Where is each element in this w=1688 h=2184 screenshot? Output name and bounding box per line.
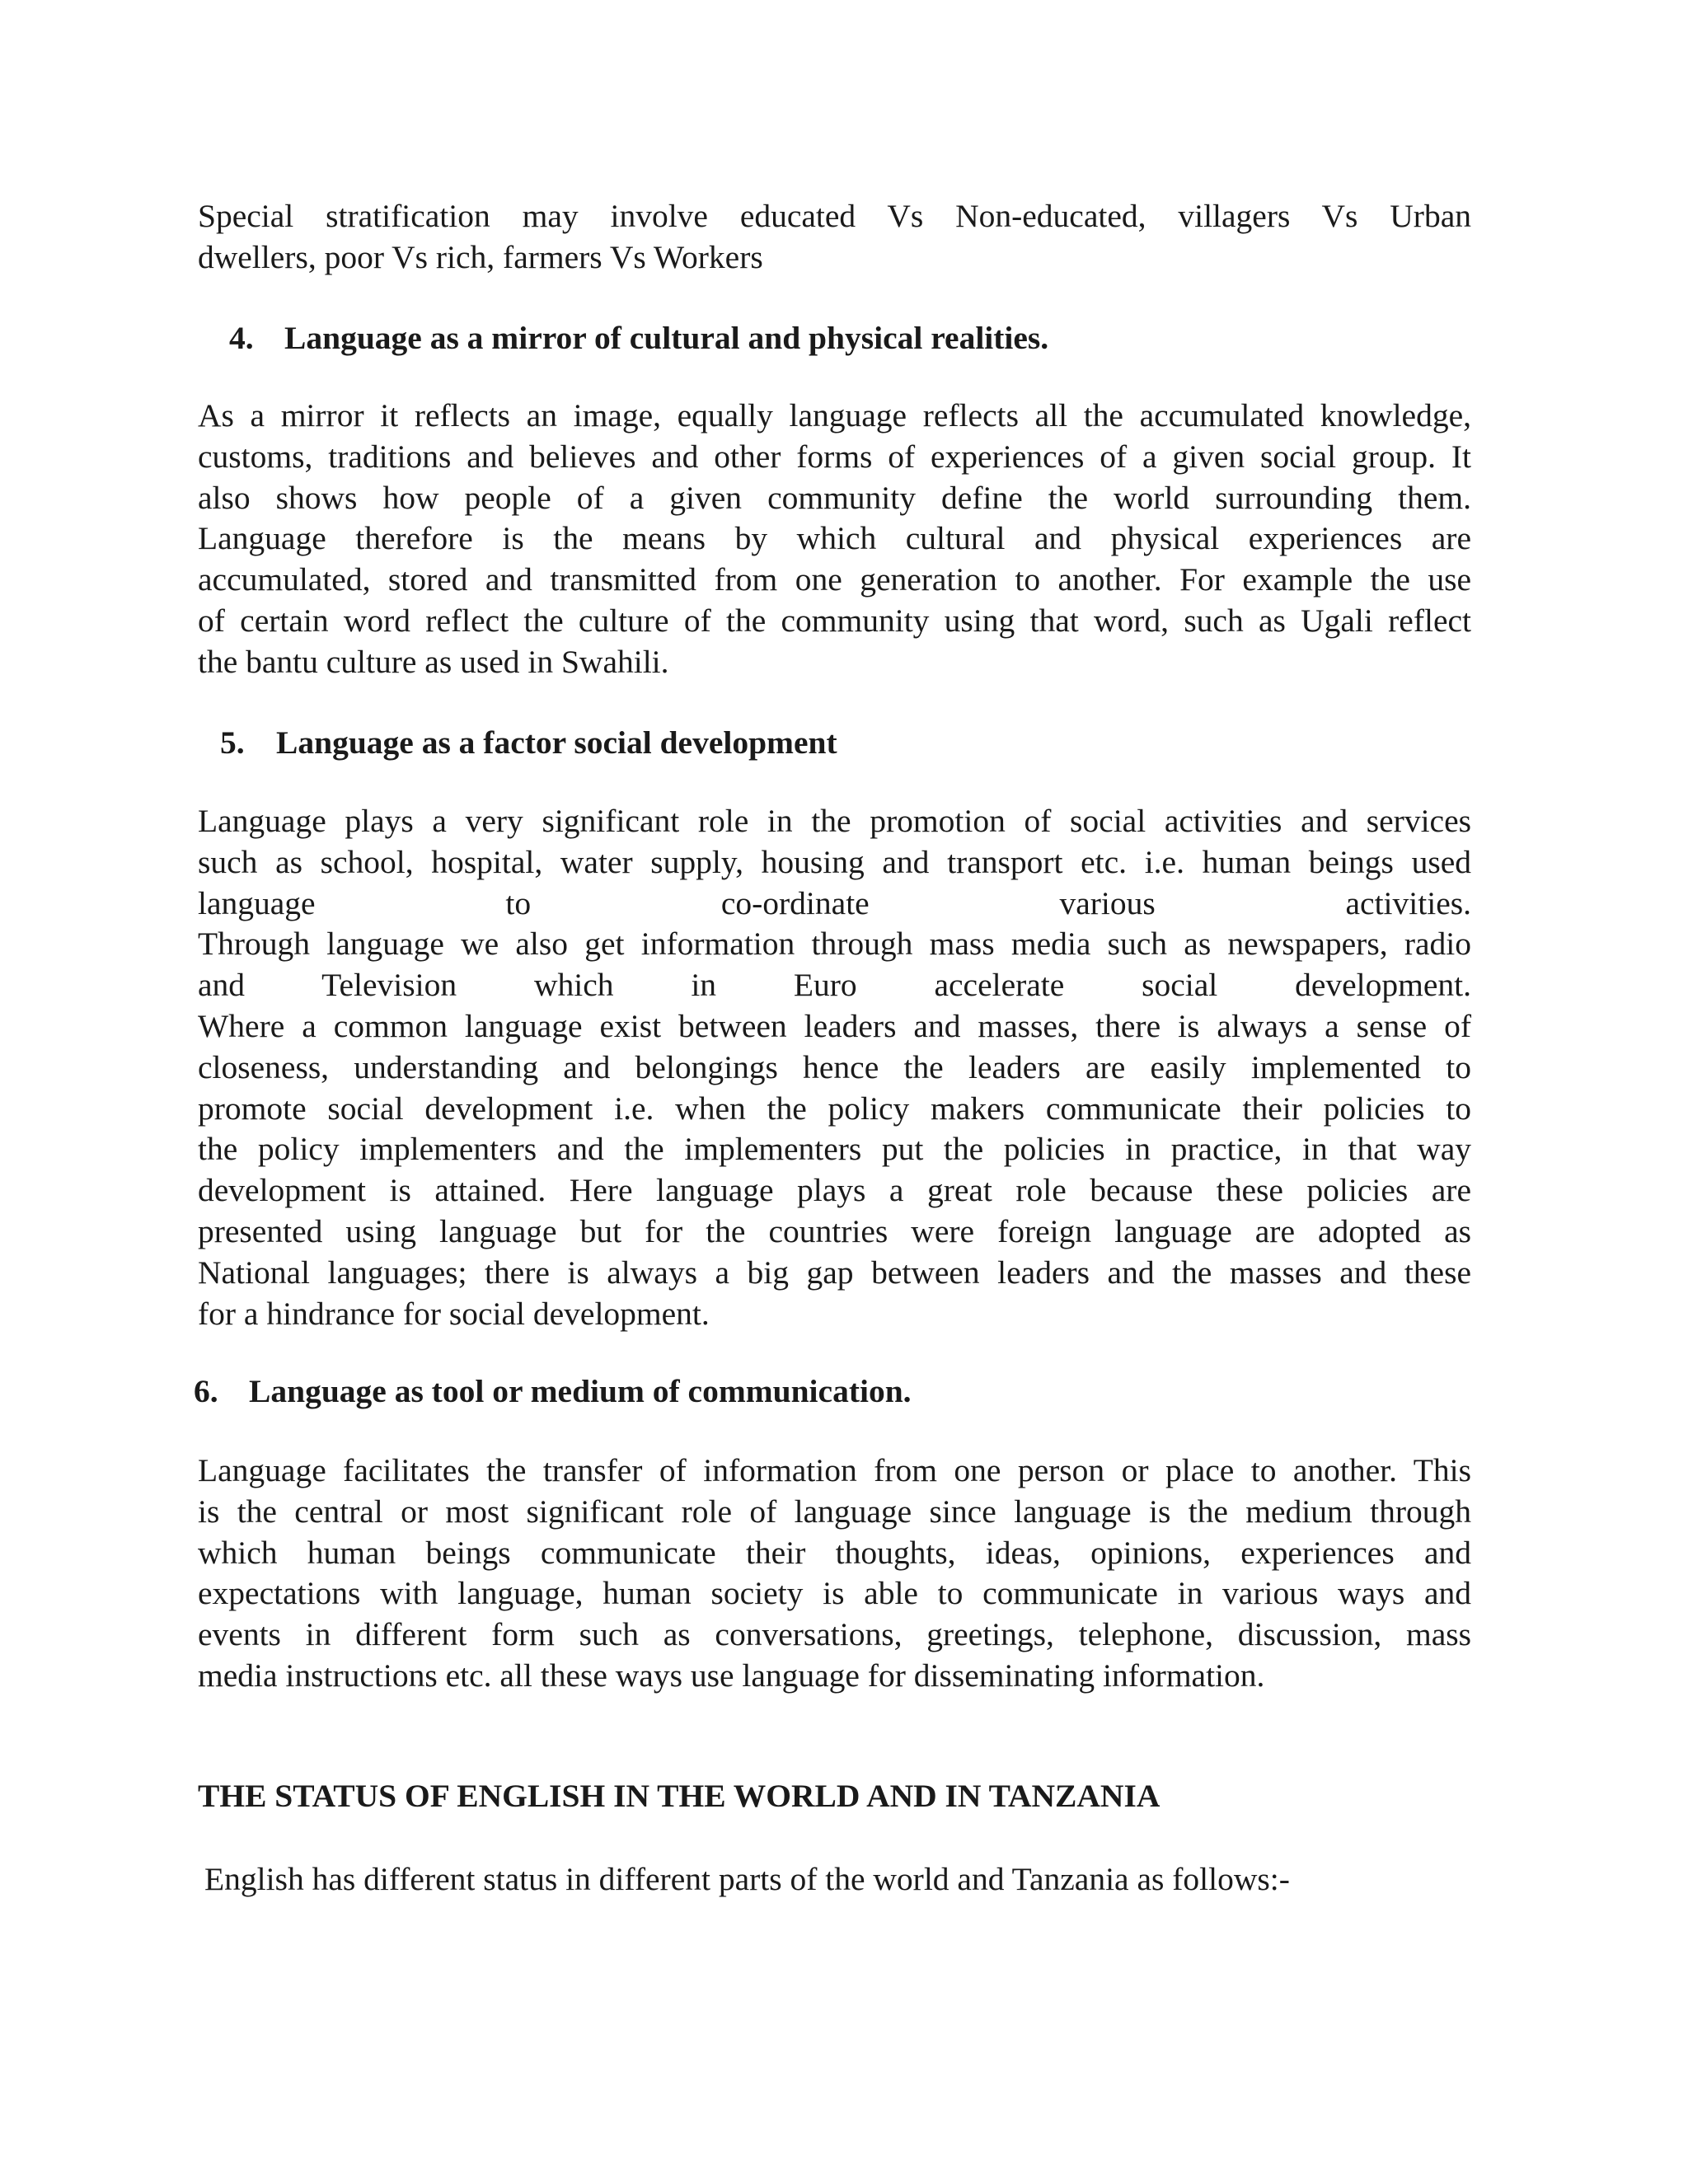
section-5-paragraph <box>198 801 1471 1334</box>
paragraph-line: dwellers, poor Vs rich, farmers Vs Workers <box>198 238 763 275</box>
paragraph-line: accumulated, stored and transmitted from one generation to another. For example the use <box>198 561 1471 598</box>
paragraph-line: language to co-ordinate various activities. <box>198 884 1471 921</box>
section-title: Language as tool or medium of communication. <box>249 1373 912 1409</box>
paragraph-line: closeness, understanding and belongings hence the leaders are easily implemented to <box>198 1048 1471 1085</box>
status-of-english-heading: THE STATUS OF ENGLISH IN THE WORLD AND IN TANZANIA <box>198 1778 1160 1814</box>
section-6-heading <box>194 1371 912 1413</box>
paragraph-line: customs, traditions and believes and other forms of experiences of a given social group. It <box>198 438 1471 475</box>
paragraph-line: Special stratification may involve educated Vs Non-educated, villagers Vs Urban <box>198 198 1471 234</box>
paragraph-line: Language therefore is the means by which cultural and physical experiences are <box>198 520 1471 557</box>
paragraph-line: and Television which in Euro accelerate social development. <box>198 967 1471 1004</box>
section-number: 4. <box>229 320 254 356</box>
paragraph-line: such as school, hospital, water supply, housing and transport etc. i.e. human beings used <box>198 843 1471 880</box>
section-title: Language as a mirror of cultural and physical realities. <box>284 320 1049 356</box>
section-6-paragraph <box>198 1451 1471 1697</box>
section-5-heading <box>220 723 837 764</box>
paragraph-line: promote social development i.e. when the policy makers communicate their policies to <box>198 1090 1471 1127</box>
paragraph-line: also shows how people of a given community define the world surrounding them. <box>198 479 1471 516</box>
section-4-paragraph <box>198 396 1471 683</box>
section-4-heading <box>229 318 1048 359</box>
paragraph-line: National languages; there is always a big gap between leaders and the masses and these <box>198 1254 1471 1291</box>
paragraph-line: Language plays a very significant role in the promotion of social activities and services <box>198 803 1471 839</box>
paragraph-line: English has different status in different parts of the world and Tanzania as follows:- <box>204 1861 1290 1897</box>
status-intro-paragraph <box>204 1859 1478 1900</box>
paragraph-line: for a hindrance for social development. <box>198 1295 710 1332</box>
paragraph-line: which human beings communicate their thoughts, ideas, opinions, experiences and <box>198 1534 1471 1571</box>
paragraph-line: the bantu culture as used in Swahili. <box>198 643 669 680</box>
paragraph-line: events in different form such as conversations, greetings, telephone, discussion, mass <box>198 1616 1471 1653</box>
paragraph-line: Where a common language exist between leaders and masses, there is always a sense of <box>198 1007 1471 1044</box>
paragraph-line: media instructions etc. all these ways use language for disseminating information. <box>198 1657 1265 1694</box>
paragraph-line: Language facilitates the transfer of information from one person or place to another. This <box>198 1452 1471 1488</box>
paragraph-line: is the central or most significant role of language since language is the medium through <box>198 1493 1471 1530</box>
paragraph-line: Through language we also get information through mass media such as newspapers, radio <box>198 926 1471 963</box>
paragraph-line: the policy implementers and the implementers put the policies in practice, in that way <box>198 1131 1471 1168</box>
intro-paragraph <box>198 196 1471 279</box>
section-number: 5. <box>220 724 245 761</box>
paragraph-line: presented using language but for the countries were foreign language are adopted as <box>198 1212 1471 1249</box>
paragraph-line: As a mirror it reflects an image, equally language reflects all the accumulated knowledge, <box>198 397 1471 434</box>
paragraph-line: expectations with language, human society is able to communicate in various ways and <box>198 1575 1471 1612</box>
section-number: 6. <box>194 1373 218 1409</box>
section-title: Language as a factor social development <box>276 724 837 761</box>
paragraph-line: development is attained. Here language plays a great role because these policies are <box>198 1172 1471 1209</box>
paragraph-line: of certain word reflect the culture of the community using that word, such as Ugali reflect <box>198 602 1471 639</box>
